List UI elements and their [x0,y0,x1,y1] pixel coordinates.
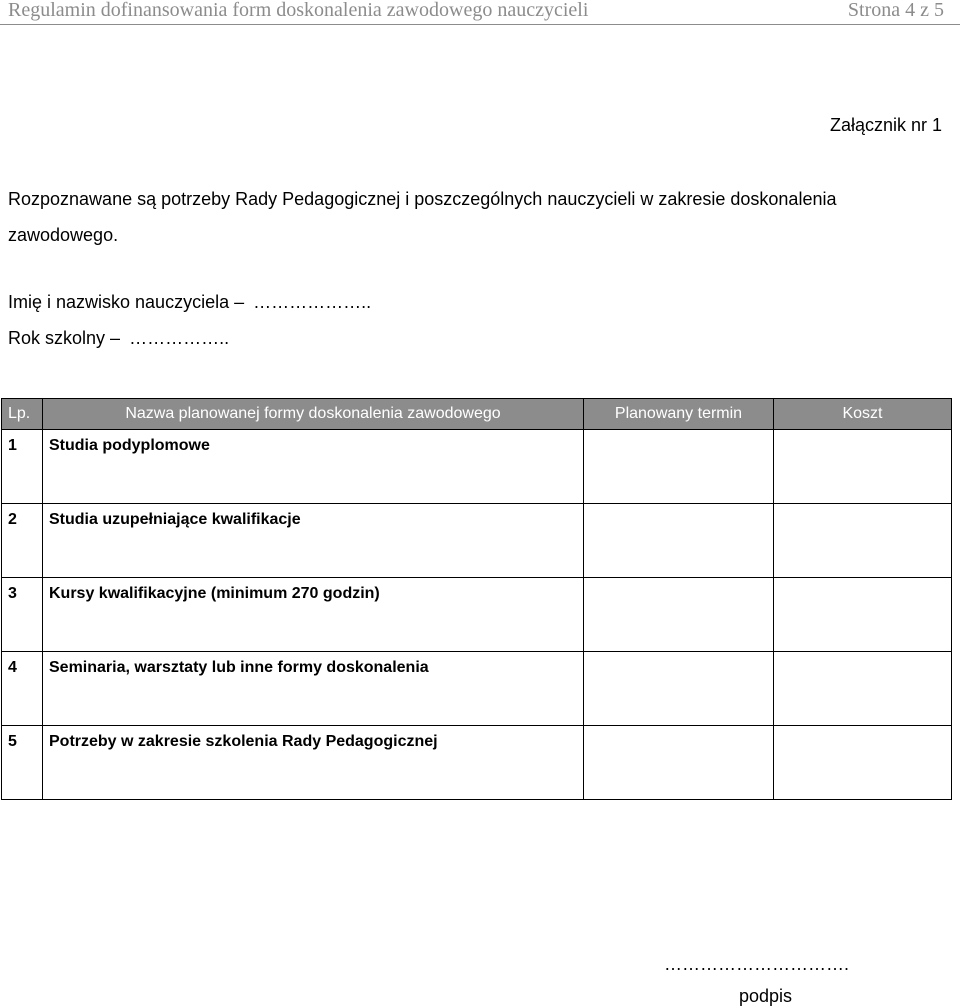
cost-value [774,504,951,511]
planned-term-value [584,504,773,511]
cell-lp [2,578,43,652]
table-row [2,430,952,504]
school-year-field [8,328,229,349]
cell-form-name [43,430,584,504]
page-header [0,0,960,25]
table-row [2,578,952,652]
planned-term-value [584,578,773,585]
cell-planned-term[interactable] [584,652,774,726]
cost-value [774,578,951,585]
table-header-row [2,399,952,430]
cell-lp [2,430,43,504]
form-name: Seminaria, warsztaty lub inne formy doskonalenia [49,659,429,676]
school-year-label: Rok szkolny – [8,328,121,348]
intro-paragraph: Rozpoznawane są potrzeby Rady Pedagogicznej i poszczególnych nauczycieli w zakresie doskonalenia zawodowego. [8,189,837,245]
cell-lp [2,504,43,578]
teacher-name-field [8,292,371,313]
document-title: Regulamin dofinansowania form doskonalenia zawodowego nauczycieli [8,0,589,21]
cell-cost[interactable] [774,726,952,800]
page-number: Strona 4 z 5 [847,0,944,21]
cell-cost[interactable] [774,504,952,578]
development-plan-table [1,398,952,800]
cell-form-name [43,652,584,726]
cell-lp [2,726,43,800]
cell-form-name [43,504,584,578]
form-name: Potrzeby w zakresie szkolenia Rady Pedagogicznej [49,733,438,750]
cell-cost[interactable] [774,430,952,504]
signature-line: …………………………. [664,954,850,974]
table-row [2,504,952,578]
cost-value [774,430,951,437]
cell-form-name [43,726,584,800]
planned-term-value [584,726,773,733]
planned-term-value [584,652,773,659]
teacher-name-label: Imię i nazwisko nauczyciela – [8,292,245,312]
planned-term-value [584,430,773,437]
teacher-name-blank: ……………….. [253,292,372,312]
cell-cost[interactable] [774,578,952,652]
row-number: 5 [8,733,17,750]
cell-cost[interactable] [774,652,952,726]
header-planned-term: Planowany termin [584,399,774,430]
form-name: Kursy kwalifikacyjne (minimum 270 godzin) [49,585,380,602]
row-number: 4 [8,659,17,676]
header-lp: Lp. [2,399,43,430]
cell-planned-term[interactable] [584,504,774,578]
row-number: 2 [8,511,17,528]
cost-value [774,726,951,733]
school-year-blank: …………….. [129,328,230,348]
row-number: 1 [8,437,17,454]
cell-planned-term[interactable] [584,578,774,652]
table-row [2,652,952,726]
cell-planned-term[interactable] [584,430,774,504]
header-cost: Koszt [774,399,952,430]
table-row [2,726,952,800]
form-name: Studia uzupełniające kwalifikacje [49,511,301,528]
row-number: 3 [8,585,17,602]
cell-lp [2,652,43,726]
cost-value [774,652,951,659]
signature-label: podpis [739,986,793,1006]
cell-form-name [43,578,584,652]
annex-label: Załącznik nr 1 [829,115,942,135]
cell-planned-term[interactable] [584,726,774,800]
header-form-name: Nazwa planowanej formy doskonalenia zawodowego [43,399,584,430]
form-name: Studia podyplomowe [49,437,210,454]
